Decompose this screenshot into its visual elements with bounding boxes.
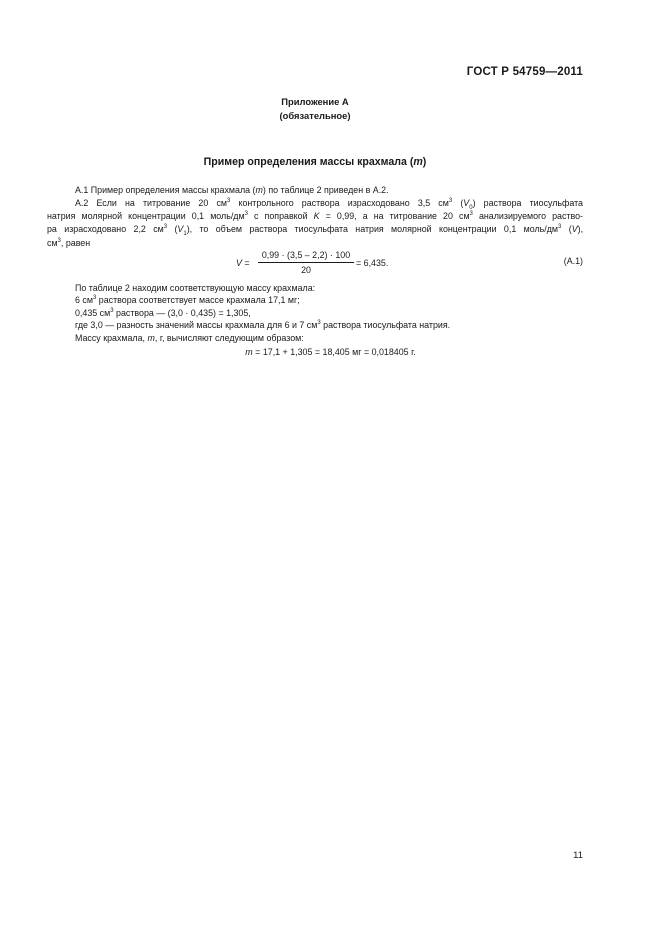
var: V [177,224,184,235]
text: А.2 Если на титрование 20 см [75,198,227,208]
appendix-heading [0,95,630,123]
formula-eq: = [241,258,250,268]
section-title-close: ) [422,156,427,168]
text: раствора соответствует массе крахмала 17,1 мг; [96,295,300,306]
text: ( [452,198,464,208]
text: ), [577,224,584,235]
sub: 1 [183,231,187,238]
formula-var: V [236,258,242,268]
formula-lhs [236,258,250,268]
text: Массу крахмала, [75,332,148,343]
formula-fraction [258,250,354,275]
paragraph-a1-var: m [255,185,263,195]
text: см [47,237,58,248]
sub: 0 [469,204,473,211]
sup: 3 [469,211,473,218]
page-number: 11 [573,850,583,861]
text: ра израсходовано 2,2 см [47,224,164,235]
appendix-label: Приложение А [281,96,349,107]
paragraph-a2-line2 [47,210,583,223]
text: , г, вычисляют следующим образом: [154,332,304,343]
text: контрольного раствора израсходовано 3,5 см [230,198,449,208]
text: , равен [60,237,91,248]
sup: 3 [558,224,562,231]
calc-line3 [61,307,583,319]
text: ( [561,224,572,235]
var: V [463,198,470,208]
text: 6 см [75,295,93,306]
text: = 0,99, а на титрование 20 см [319,211,470,222]
sup: 3 [448,198,453,205]
calc-line1: По таблице 2 находим соответствующую массу крахмала: [75,283,316,293]
text: ( [167,224,178,235]
mass-formula [0,347,661,357]
section-title-var: m [413,156,423,168]
text: натрия молярной концентрации 0,1 моль/дм [47,211,245,222]
formula-result: = 6,435. [356,258,389,268]
mass-formula-var: m [245,347,253,357]
paragraph-a2-line4 [47,237,583,250]
paragraph-a1-text-end: ) по таблице 2 приведен в А.2. [262,185,389,195]
var: V [571,224,578,235]
text: анализируемого раство- [472,211,583,222]
var: m [147,332,155,343]
calc-line5 [61,332,583,344]
formula-number: (А.1) [563,256,583,266]
sup: 3 [110,307,114,314]
paragraph-a2-line1 [61,197,583,210]
text: ), то объем раствора тиосульфата натрия молярной концентрации 0,1 моль/дм [186,224,559,235]
mass-formula-text: = 17,1 + 1,305 = 18,405 мг = 0,018405 г. [252,347,416,357]
sup: 3 [163,224,168,231]
formula-numerator: 0,99 · (3,5 – 2,2) · 100 [258,250,354,263]
standard-number: ГОСТ Р 54759—2011 [466,66,583,78]
var: K [313,211,320,222]
paragraph-a1-text: А.1 Пример определения массы крахмала ( [75,185,256,195]
formula-a1 [236,250,436,280]
calc-line4 [61,319,583,331]
sup: 3 [317,320,321,327]
paragraph-a2-line3 [47,223,583,236]
text: где 3,0 — разность значений массы крахмала для 6 и 7 см [75,320,318,331]
paragraph-calc [61,282,583,344]
text: раствора тиосульфата натрия. [320,320,451,331]
sup: 3 [92,295,97,302]
section-title-text: Пример определения массы крахмала ( [203,156,414,168]
appendix-status: (обязательное) [279,110,351,121]
sup: 3 [227,198,231,205]
calc-line2 [61,294,583,306]
text: с поправкой [247,211,314,222]
paragraph-a2 [47,197,584,250]
formula-denominator: 20 [301,265,311,275]
paragraph-a1 [61,184,583,197]
text: ) раствора тиосульфата [472,198,583,208]
sup: 3 [57,237,61,244]
section-title [0,156,630,168]
text: 0,435 см [75,307,111,318]
text: раствора — (3,0 · 0,435) = 1,305, [113,307,251,318]
sup: 3 [244,211,248,218]
